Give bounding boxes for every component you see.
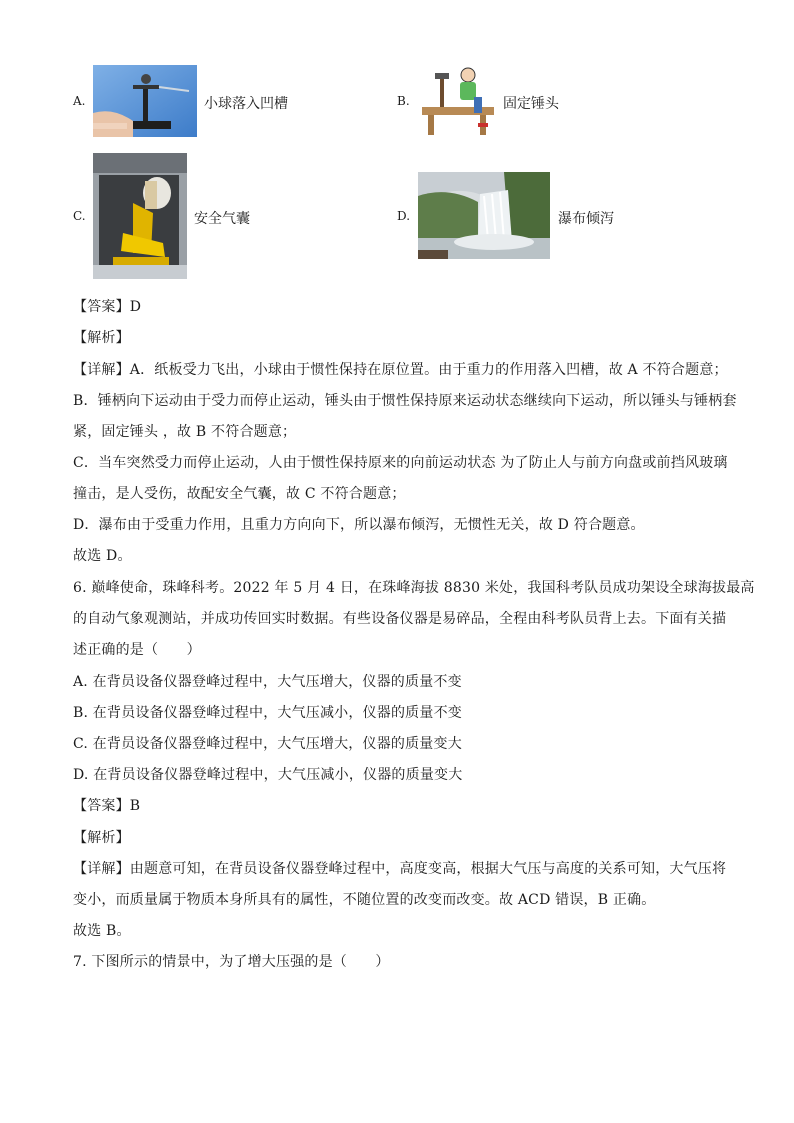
hammer-on-bench-illustration [418,63,496,137]
option-a-caption: 小球落入凹槽 [204,96,288,112]
q6-conclusion: 故选 B。 [73,923,131,939]
q6-answer: 【答案】B [73,798,141,814]
q7-stem: 7. 下图所示的情景中，为了增大压强的是（ ） [73,954,390,970]
option-d-caption: 瀑布倾泻 [558,211,614,227]
waterfall-photo [418,172,550,259]
q5-analysis-heading: 【解析】 [73,330,130,346]
q6-stem-line: 的自动气象观测站，并成功传回实时数据。有些设备仪器是易碎品，全程由科考队员背上去。下面有关描 [73,611,727,627]
option-b-letter: B. [397,94,410,108]
q5-detail-line: 【详解】A．纸板受力飞出，小球由于惯性保持在原位置。由于重力的作用落入凹槽，故 A 不符合题意； [73,362,728,378]
q5-detail-line: 撞击，是人受伤，故配安全气囊，故 C 不符合题意； [73,486,406,502]
option-c-caption: 安全气囊 [194,211,250,227]
q6-stem-line: 6. 巅峰使命，珠峰科考。2022 年 5 月 4 日，在珠峰海拔 8830 米处，我国科考队员成功架设全球海拔最高 [73,580,755,596]
option-a-letter: A. [73,94,86,108]
q5-detail-line: D．瀑布由于受重力作用，且重力方向向下，所以瀑布倾泻，无惯性无关，故 D 符合题意。 [73,517,645,533]
option-d-letter: D. [397,209,411,223]
q6-detail-line: 【详解】由题意可知，在背员设备仪器登峰过程中，高度变高，根据大气压与高度的关系可知，大气压将 [73,861,727,877]
q6-choice-c: C. 在背员设备仪器登峰过程中，大气压增大，仪器的质量变大 [73,736,462,752]
q6-detail-line: 变小，而质量属于物质本身所具有的属性，不随位置的改变而改变。故 ACD 错误，B 正确。 [73,892,656,908]
q5-detail-line: C．当车突然受力而停止运动，人由于惯性保持原来的向前运动状态 为了防止人与前方向盘或前挡风玻璃 [73,455,728,471]
q5-answer: 【答案】D [73,299,142,315]
q6-stem-line: 述正确的是（ ） [73,642,201,658]
car-airbag-photo [93,153,187,279]
q6-analysis-heading: 【解析】 [73,830,130,846]
q6-choice-a: A. 在背员设备仪器登峰过程中，大气压增大，仪器的质量不变 [73,674,462,690]
q5-detail-line: 紧，固定锤头 ，故 B 不符合题意； [73,424,297,440]
option-c-letter: C. [73,209,86,223]
q6-choice-d: D. 在背员设备仪器登峰过程中，大气压减小，仪器的质量变大 [73,767,463,783]
option-b-caption: 固定锤头 [503,96,559,112]
ball-on-stand-photo [93,65,197,137]
q5-conclusion: 故选 D。 [73,548,132,564]
q6-choice-b: B. 在背员设备仪器登峰过程中，大气压减小，仪器的质量不变 [73,705,462,721]
q5-detail-line: B．锤柄向下运动由于受力而停止运动，锤头由于惯性保持原来运动状态继续向下运动，所以锤头与锤柄套 [73,393,737,409]
